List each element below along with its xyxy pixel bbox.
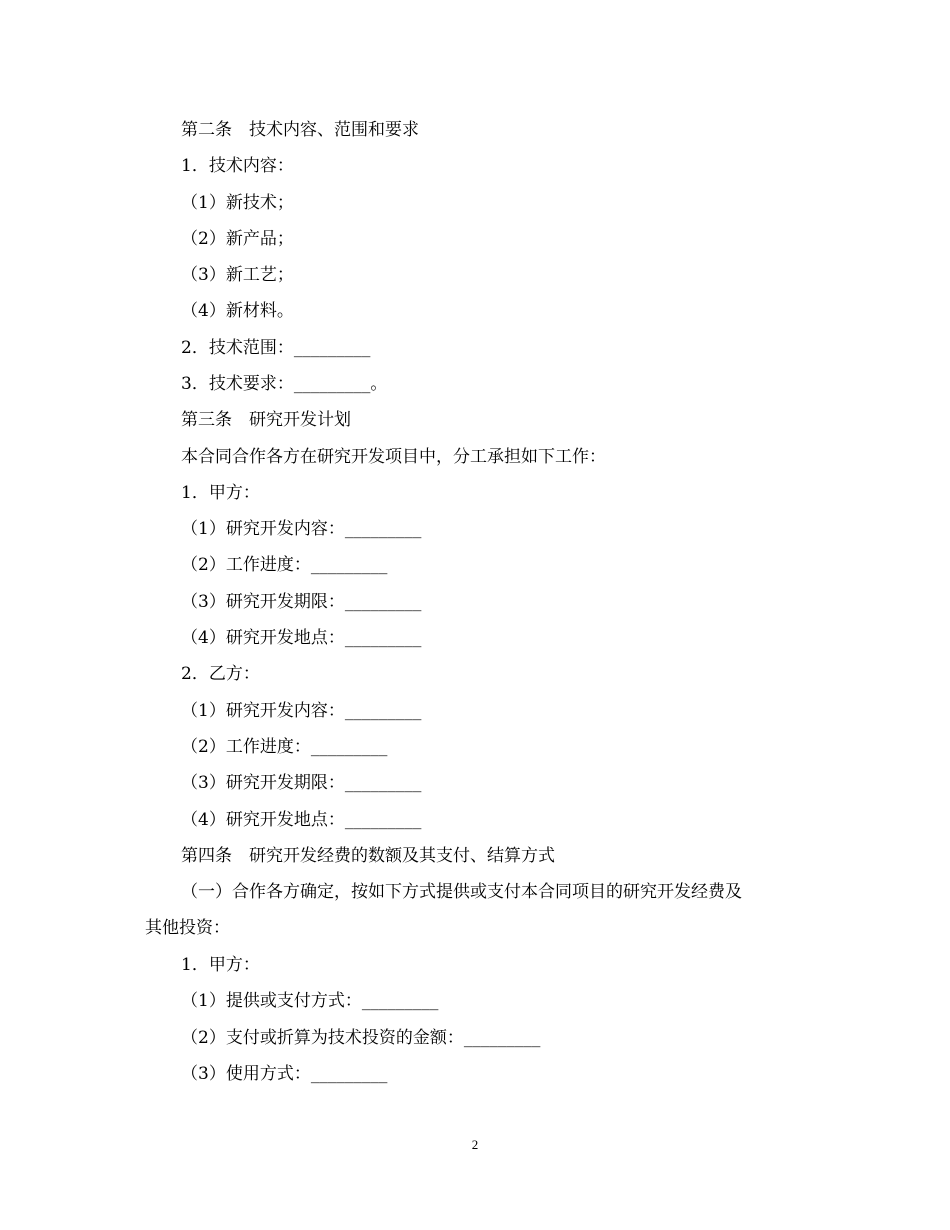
- division-of-work-paragraph: 本合同合作各方在研究开发项目中，分工承担如下工作：: [181, 447, 606, 467]
- article-4-heading: 第四条 研究开发经费的数额及其支付、结算方式: [181, 846, 555, 866]
- funding-party-a-item-3: （3）使用方式：_________: [181, 1064, 388, 1084]
- party-a-item-2: （2）工作进度：_________: [181, 555, 388, 575]
- party-a-item-3: （3）研究开发期限：_________: [181, 592, 422, 612]
- party-b-item-2: （2）工作进度：_________: [181, 737, 388, 757]
- funding-paragraph-line-1: （一）合作各方确定，按如下方式提供或支付本合同项目的研究开发经费及: [181, 882, 742, 902]
- article-2-heading: 第二条 技术内容、范围和要求: [181, 120, 419, 140]
- tech-content-item-3: （3）新工艺；: [181, 265, 294, 285]
- party-b-item-1: （1）研究开发内容：_________: [181, 701, 422, 721]
- party-b-item-3: （3）研究开发期限：_________: [181, 773, 422, 793]
- party-a-label: 1．甲方：: [181, 483, 260, 503]
- tech-content-label: 1．技术内容：: [181, 156, 294, 176]
- party-b-item-4: （4）研究开发地点：_________: [181, 810, 422, 830]
- page-number: 2: [471, 1137, 479, 1152]
- tech-content-item-2: （2）新产品；: [181, 229, 294, 249]
- party-a-item-1: （1）研究开发内容：_________: [181, 519, 422, 539]
- funding-paragraph-line-2: 其他投资：: [145, 918, 230, 938]
- article-3-heading: 第三条 研究开发计划: [181, 410, 351, 430]
- party-b-label: 2．乙方：: [181, 664, 260, 684]
- tech-requirements-line: 3．技术要求：_________。: [181, 374, 388, 394]
- funding-party-a-item-2: （2）支付或折算为技术投资的金额：_________: [181, 1028, 541, 1048]
- tech-content-item-1: （1）新技术；: [181, 193, 294, 213]
- tech-content-item-4: （4）新材料。: [181, 301, 294, 321]
- funding-party-a-item-1: （1）提供或支付方式：_________: [181, 991, 439, 1011]
- party-a-item-4: （4）研究开发地点：_________: [181, 628, 422, 648]
- tech-scope-line: 2．技术范围：_________: [181, 338, 371, 358]
- funding-party-a-label: 1．甲方：: [181, 955, 260, 975]
